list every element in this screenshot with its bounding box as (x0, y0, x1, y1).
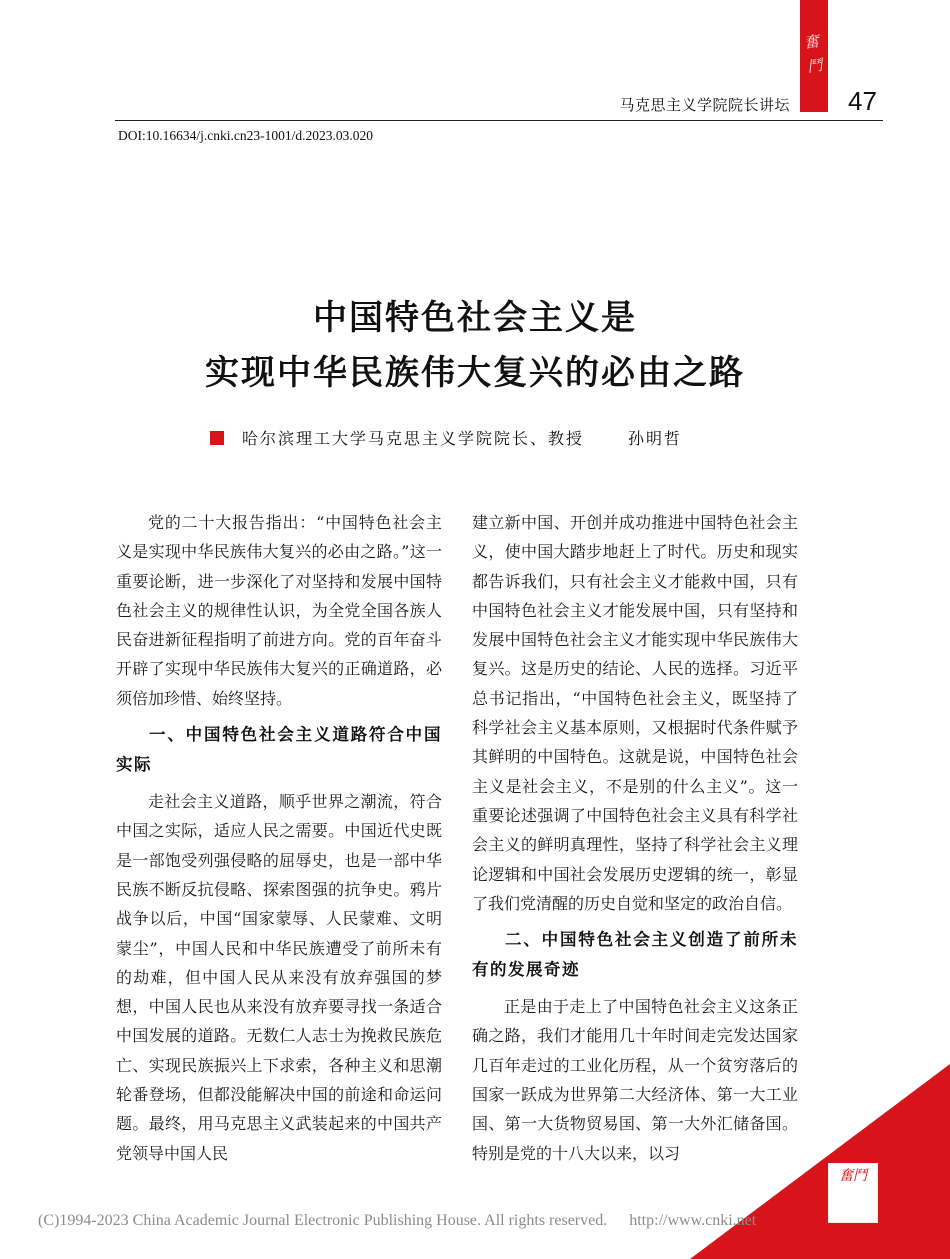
page-number: 47 (848, 86, 877, 116)
author-affiliation: 哈尔滨理工大学马克思主义学院院长、教授 (242, 429, 585, 448)
column-name: 马克思主义学院院长讲坛 (619, 96, 790, 114)
journal-logo: 奮鬥 (802, 32, 824, 76)
section-1-paragraph: 走社会主义道路，顺乎世界之潮流，符合中国之实际，适应人民之需要。中国近代史既是一部饱受列强侵略的屈辱史，也是一部中华民族不断反抗侵略、探索图强的抗争史。鸦片战争以后，中国“国家蒙辱、人民蒙难、文明蒙尘”，中国人民和中华民族遭受了前所未有的劫难，但中国人民从来没有放弃强国的梦想，中国人民也从来没有放弃要寻找一条适合中国发展的道路。无数仁人志士为挽救民族危亡、实现民族振兴上下求索，各种主义和思潮轮番登场，但都没能解决中国的前途和命运问题。最终，用马克思主义武装起来的中国共产党领导中国人民 (116, 792, 442, 1163)
corner-journal-logo: 奮鬥 (828, 1163, 878, 1223)
section-heading-2: 二、中国特色社会主义创造了前所未有的发展奇迹 (472, 930, 798, 980)
article-title-line1: 中国特色社会主义是 (313, 298, 637, 338)
section-2-paragraph: 正是由于走上了中国特色社会主义这条正确之路，我们才能用几十年时间走完发达国家几百年走过的工业化历程，从一个贫穷落后的国家一跃成为世界第二大经济体、第一大工业国、第一大货物贸易国、第一大外汇储备国。特别是党的十八大以来，以习 (472, 997, 798, 1163)
footer-copyright: (C)1994-2023 China Academic Journal Electronic Publishing House. All rights reserved. (38, 1212, 608, 1229)
section-heading-1: 一、中国特色社会主义道路符合中国实际 (116, 725, 442, 775)
footer (38, 1212, 838, 1230)
continued-paragraph: 建立新中国、开创并成功推进中国特色社会主义，使中国大踏步地赶上了时代。历史和现实都告诉我们，只有社会主义才能救中国，只有中国特色社会主义才能发展中国，只有坚持和发展中国特色社会主义才能实现中华民族伟大复兴。这是历史的结论、人民的选择。习近平总书记指出，“中国特色社会主义，既坚持了科学社会主义基本原则，又根据时代条件赋予其鲜明的中国特色。这就是说，中国特色社会主义是社会主义，不是别的什么主义”。这一重要论述强调了中国特色社会主义具有科学社会主义的鲜明真理性，坚持了科学社会主义理论逻辑和中国社会发展历史逻辑的统一，彰显了我们党清醒的历史自觉和坚定的政治自信。 (472, 513, 798, 913)
doi-line[interactable]: DOI:10.16634/j.cnki.cn23-1001/d.2023.03.020 (118, 128, 373, 143)
article-title-line2: 实现中华民族伟大复兴的必由之路 (205, 353, 745, 393)
intro-paragraph: 党的二十大报告指出：“中国特色社会主义是实现中华民族伟大复兴的必由之路。”这一重要论断，进一步深化了对坚持和发展中国特色社会主义的规律性认识，为全党全国各族人民奋进新征程指明了前进方向。党的百年奋斗开辟了实现中华民族伟大复兴的正确道路，必须倍加珍惜、始终坚持。 (116, 513, 442, 708)
header-rule (115, 120, 883, 121)
red-square-icon (210, 431, 224, 445)
footer-url[interactable]: http://www.cnki.net (629, 1212, 757, 1229)
byline (210, 426, 682, 449)
author-name: 孙明哲 (628, 429, 683, 448)
left-column (116, 508, 442, 1168)
